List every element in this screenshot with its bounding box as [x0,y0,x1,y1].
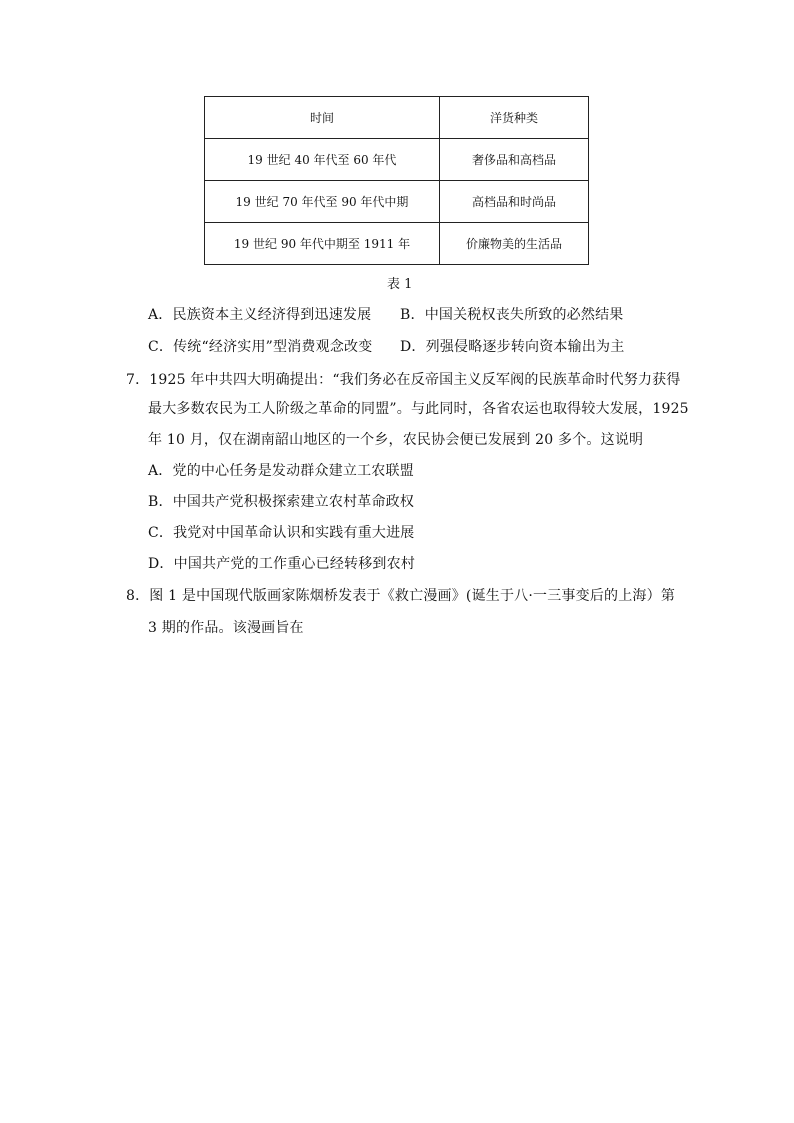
table-cell: 19 世纪 90 年代中期至 1911 年 [205,223,440,265]
table-1 [204,96,589,265]
table-row [205,139,589,181]
q7-option-a: A．党的中心任务是发动群众建立工农联盟 [148,463,414,479]
q7-option-b: B．中国共产党积极探索建立农村革命政权 [148,494,415,510]
q6-option-b: B．中国关税权丧失所致的必然结果 [400,307,624,323]
table-cell: 19 世纪 40 年代至 60 年代 [205,139,440,181]
q7-stem-line3: 年 10 月，仅在湖南韶山地区的一个乡，农民协会便已发展到 20 多个。这说明 [148,432,644,448]
q6-option-a: A．民族资本主义经济得到迅速发展 [148,307,372,323]
q7-option-c: C．我党对中国革命认识和实践有重大进展 [148,525,415,541]
q7-option-d: D．中国共产党的工作重心已经转移到农村 [148,556,416,572]
table-header-time: 时间 [205,97,440,139]
q8-stem-line1: 8．图 1 是中国现代版画家陈烟桥发表于《救亡漫画》(诞生于八·一三事变后的上海）第 [126,588,676,604]
table-caption: 表 1 [387,277,413,292]
table-cell: 高档品和时尚品 [440,181,589,223]
q8-stem-line2: 3 期的作品。该漫画旨在 [148,620,304,636]
table-cell: 19 世纪 70 年代至 90 年代中期 [205,181,440,223]
table-cell: 价廉物美的生活品 [440,223,589,265]
q7-stem-line2: 最大多数农民为工人阶级之革命的同盟”。与此同时，各省农运也取得较大发展，1925 [148,401,689,417]
table-header-row [205,97,589,139]
table-cell: 奢侈品和高档品 [440,139,589,181]
table-row [205,181,589,223]
table-header-goods: 洋货种类 [440,97,589,139]
q7-stem-line1: 7．1925 年中共四大明确提出：“我们务必在反帝国主义反军阀的民族革命时代努力获得 [126,372,681,388]
table-row [205,223,589,265]
q6-option-c: C．传统“经济实用”型消费观念改变 [148,339,373,355]
q6-option-d: D．列强侵略逐步转向资本输出为主 [400,339,625,355]
